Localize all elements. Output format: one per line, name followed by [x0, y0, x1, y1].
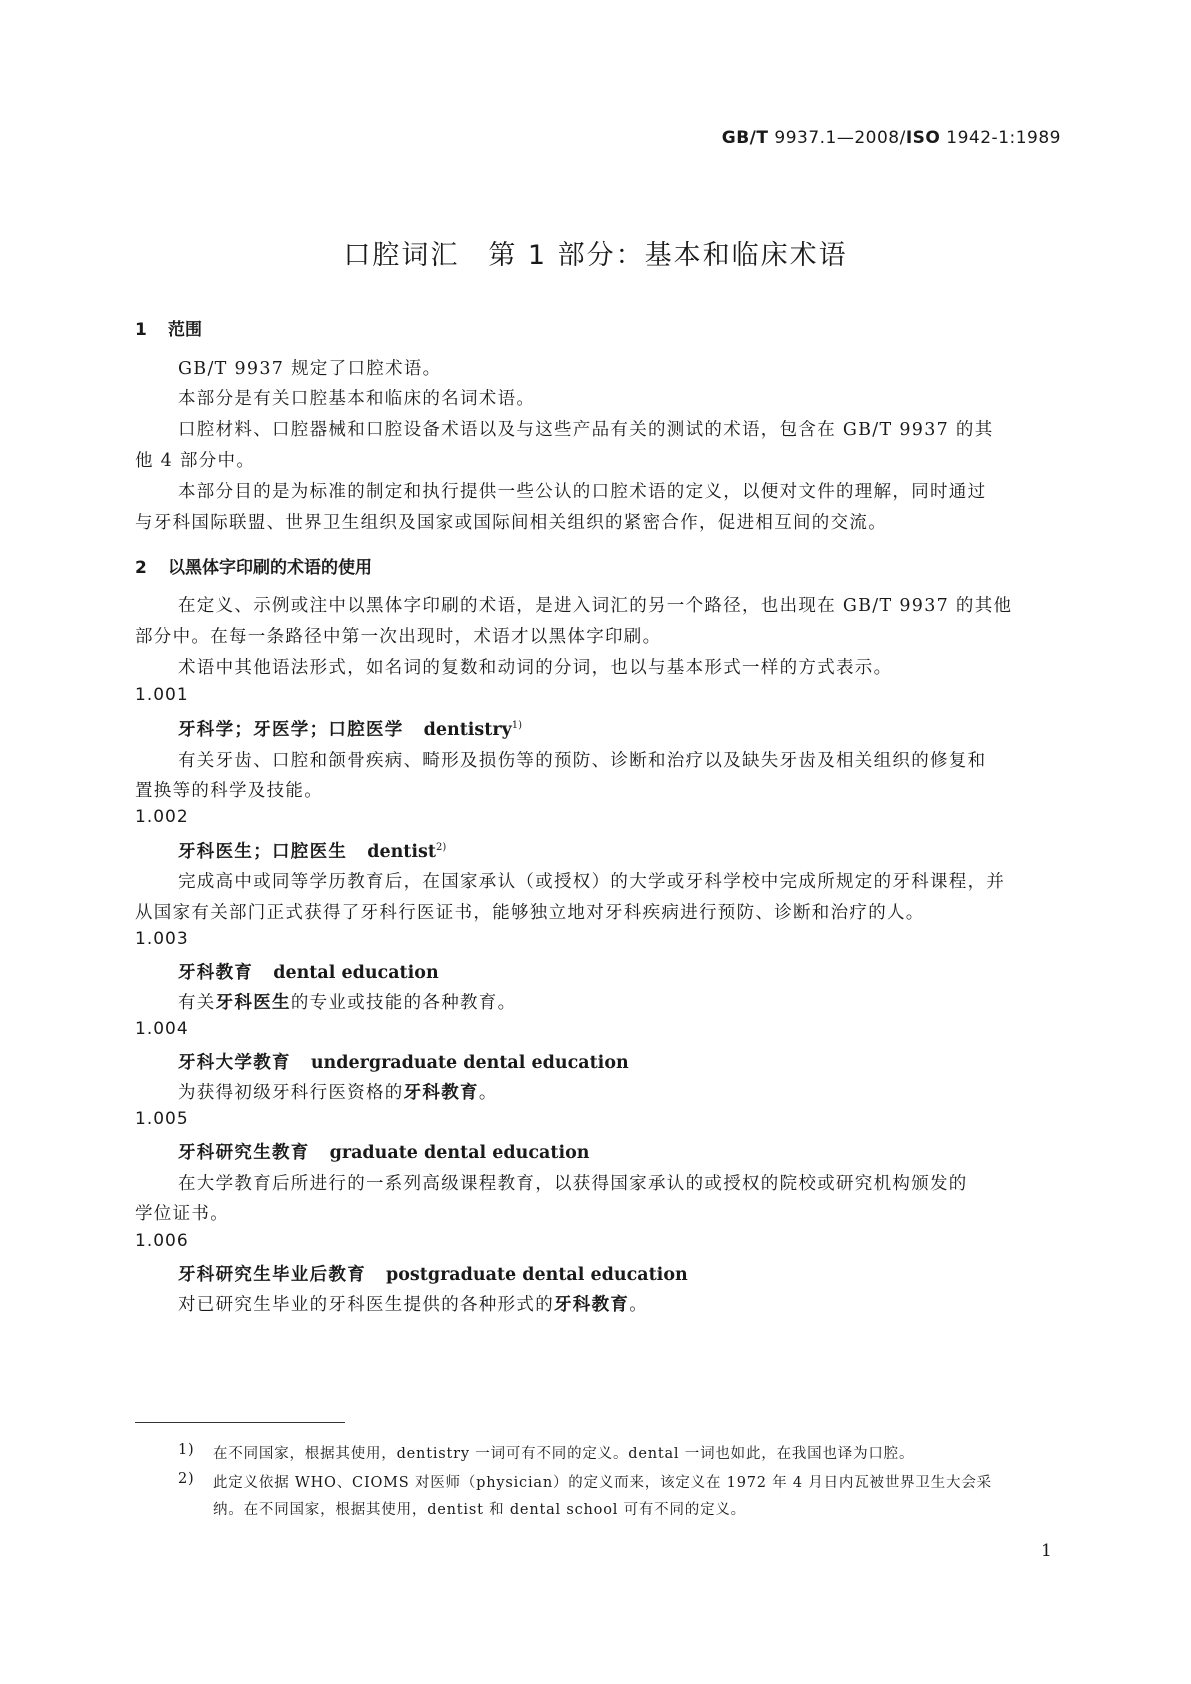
term-entry [178, 716, 522, 741]
term-entry [178, 838, 446, 863]
section-number: 2 [135, 558, 147, 578]
term-entry [178, 959, 439, 984]
term-number: 1.004 [135, 1019, 189, 1039]
definition-bold-term: 牙科教育 [403, 1083, 479, 1103]
footnote-text: 纳。在不同国家，根据其使用，dentist 和 dental school 可有不同的定义。 [213, 1502, 746, 1518]
term-number: 1.003 [135, 929, 189, 949]
term-en [367, 842, 446, 862]
paragraph-line: 本部分是有关口腔基本和临床的名词术语。 [178, 389, 536, 409]
standard-code-iso-number: 1942-1:1989 [940, 128, 1061, 148]
footnote-text: 此定义依据 WHO、CIOMS 对医师（physician）的定义而来，该定义在 1972 年 4 月日内瓦被世界卫生大会采 [213, 1475, 992, 1491]
definition-line: 学位证书。 [135, 1204, 229, 1224]
term-number: 1.001 [135, 685, 189, 705]
definition-line [178, 1079, 498, 1104]
standard-code-gbt: GB/T [721, 128, 769, 148]
term-en-text: dentistry [423, 720, 512, 740]
definition-line: 完成高中或同等学历教育后，在国家承认（或授权）的大学或牙科学校中完成所规定的牙科课程，并 [178, 872, 1006, 892]
term-en [424, 720, 522, 740]
definition-line [178, 989, 516, 1014]
definition-bold-term: 牙科教育 [554, 1295, 630, 1315]
page-number: 1 [1041, 1541, 1052, 1561]
standard-code [722, 128, 1061, 148]
term-number: 1.002 [135, 807, 189, 827]
standard-code-iso: ISO [905, 128, 941, 148]
standard-code-number: 9937.1—2008/ [768, 128, 906, 148]
section-title: 范围 [168, 320, 202, 340]
footnote-mark: 2) [178, 1471, 195, 1487]
footnote-ref: 1) [511, 720, 523, 732]
definition-text: 的专业或技能的各种教育。 [290, 993, 517, 1013]
definition-text: 。 [629, 1295, 649, 1315]
footnote-mark: 1) [178, 1442, 195, 1458]
term-zh: 牙科学；牙医学；口腔医学 [178, 720, 404, 740]
section-heading [135, 315, 202, 340]
term-en: postgraduate dental education [386, 1265, 688, 1285]
paragraph-line: 本部分目的是为标准的制定和执行提供一些公认的口腔术语的定义，以便对文件的理解，同时通过 [178, 482, 987, 502]
term-entry [178, 1261, 688, 1286]
term-zh: 牙科研究生教育 [178, 1143, 310, 1163]
term-entry [178, 1049, 629, 1074]
paragraph-line: 口腔材料、口腔器械和口腔设备术语以及与这些产品有关的测试的术语，包含在 GB/T 9937 的其 [178, 420, 994, 440]
term-en: undergraduate dental education [310, 1053, 629, 1073]
term-zh: 牙科教育 [178, 963, 254, 983]
definition-line: 置换等的科学及技能。 [135, 781, 323, 801]
section-title: 以黑体字印刷的术语的使用 [168, 558, 372, 578]
paragraph-line: 在定义、示例或注中以黑体字印刷的术语，是进入词汇的另一个路径，也出现在 GB/T 9937 的其他 [178, 596, 1013, 616]
definition-text: 。 [478, 1083, 498, 1103]
paragraph-line: 他 4 部分中。 [135, 451, 256, 471]
term-number: 1.006 [135, 1231, 189, 1251]
section-heading [135, 553, 372, 578]
paragraph-line: 与牙科国际联盟、世界卫生组织及国家或国际间相关组织的紧密合作，促进相互间的交流。 [135, 513, 887, 533]
term-number: 1.005 [135, 1109, 189, 1129]
definition-line: 从国家有关部门正式获得了牙科行医证书，能够独立地对牙科疾病进行预防、诊断和治疗的人。 [135, 903, 925, 923]
paragraph-line: GB/T 9937 规定了口腔术语。 [178, 359, 442, 379]
definition-line: 有关牙齿、口腔和颌骨疾病、畸形及损伤等的预防、诊断和治疗以及缺失牙齿及相关组织的修复和 [178, 751, 987, 771]
term-zh: 牙科医生；口腔医生 [178, 842, 348, 862]
term-en-text: dentist [367, 842, 436, 862]
document-title: 口腔词汇 第 1 部分：基本和临床术语 [343, 240, 848, 271]
term-en: dental education [273, 963, 439, 983]
footnote-ref: 2) [435, 842, 447, 854]
definition-text: 对已研究生毕业的牙科医生提供的各种形式的 [178, 1295, 554, 1315]
paragraph-line: 部分中。在每一条路径中第一次出现时，术语才以黑体字印刷。 [135, 627, 662, 647]
definition-text: 为获得初级牙科行医资格的 [178, 1083, 404, 1103]
footnote-divider [135, 1422, 345, 1423]
footnote-text: 在不同国家，根据其使用，dentistry 一词可有不同的定义。dental 一词也如此，在我国也译为口腔。 [213, 1446, 915, 1462]
section-number: 1 [135, 320, 147, 340]
term-en: graduate dental education [329, 1143, 590, 1163]
term-zh: 牙科大学教育 [178, 1053, 291, 1073]
term-zh: 牙科研究生毕业后教育 [178, 1265, 366, 1285]
paragraph-line: 术语中其他语法形式，如名词的复数和动词的分词，也以与基本形式一样的方式表示。 [178, 658, 893, 678]
definition-bold-term: 牙科医生 [215, 993, 291, 1013]
definition-line: 在大学教育后所进行的一系列高级课程教育，以获得国家承认的或授权的院校或研究机构颁发的 [178, 1174, 968, 1194]
definition-line [178, 1291, 648, 1316]
term-entry [178, 1139, 590, 1164]
definition-text: 有关 [178, 993, 216, 1013]
